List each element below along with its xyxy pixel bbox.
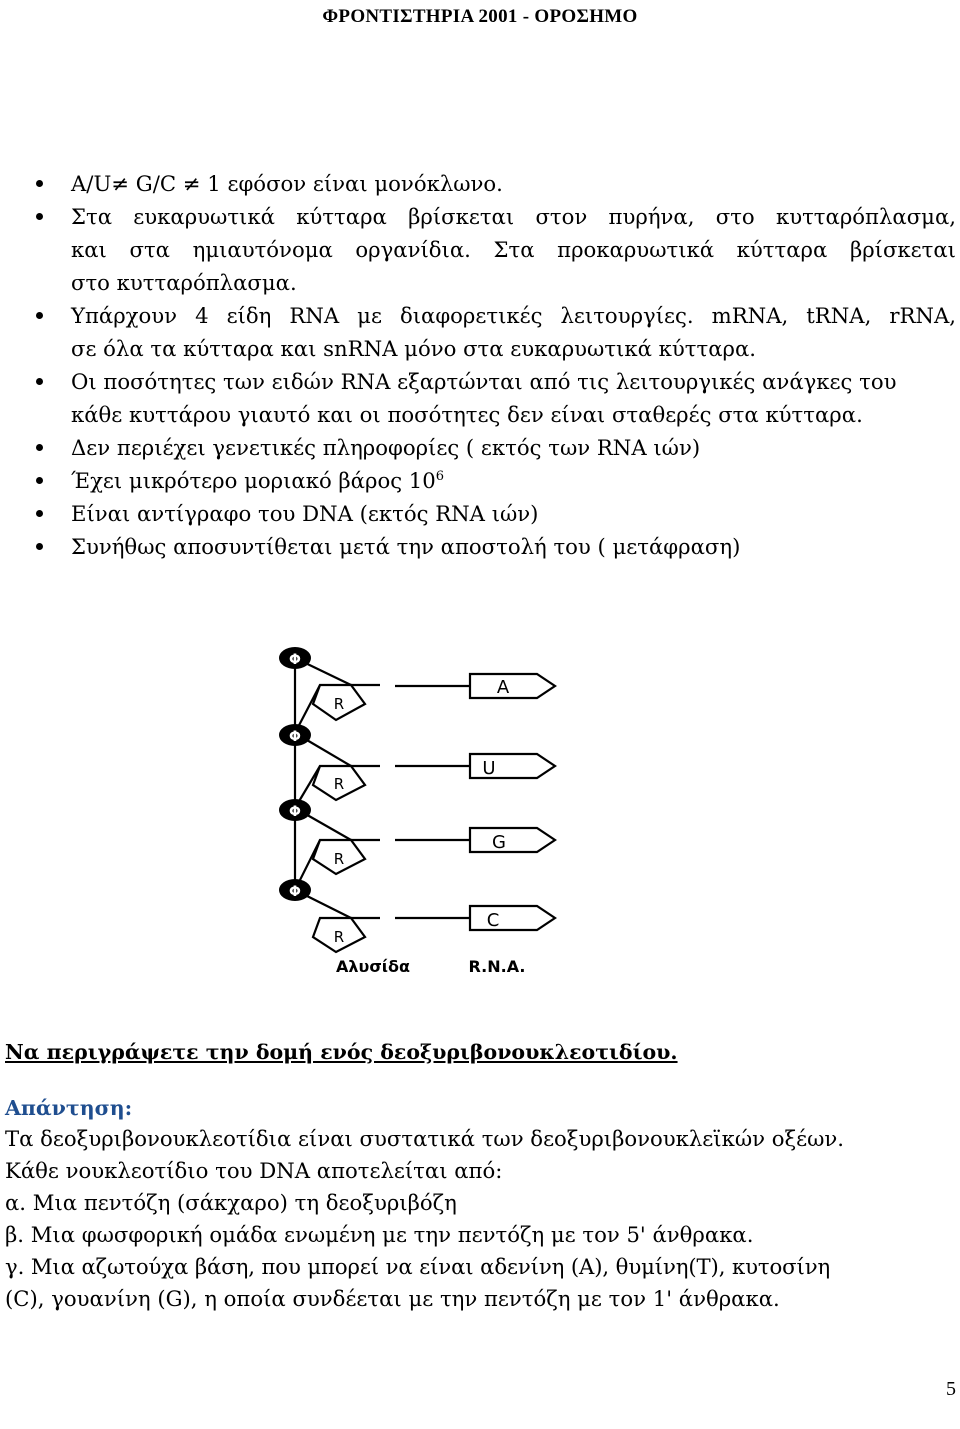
base-cytosine: [395, 906, 555, 931]
list-item-line: Υπάρχουν 4 είδη RNA με διαφορετικές λειτουργίες. mRNA, tRNA, rRNA,: [71, 303, 956, 328]
list-item-line: Στα ευκαρυωτικά κύτταρα βρίσκεται στον πυρήνα, στο κυτταρόπλασμα,: [71, 204, 956, 229]
page-number: 5: [946, 1378, 956, 1400]
list-item-line: σε όλα τα κύτταρα και snRNA μόνο στα ευκαρυωτικά κύτταρα.: [71, 336, 757, 361]
list-item: [0, 464, 960, 497]
answer-label: Απάντηση:: [5, 1096, 133, 1120]
list-item: [0, 530, 960, 563]
phosphate-group-4: [279, 879, 311, 901]
phosphate-group-2: [279, 724, 311, 746]
sugar-label: R: [333, 775, 345, 793]
sugar-label: R: [333, 695, 345, 713]
list-item-line: [71, 464, 956, 497]
rna-strand-diagram: [275, 628, 585, 980]
list-item-line: A/U≠ G/C ≠ 1 εφόσον είναι μονόκλωνο.: [71, 171, 503, 196]
list-item-line: Οι ποσότητες των ειδών RNA εξαρτώνται από τις λειτουργικές ανάγκες του: [71, 369, 897, 394]
base-label: A: [496, 677, 510, 698]
base-label: C: [486, 910, 500, 931]
molecular-weight-text: Έχει μικρότερο μοριακό βάρος 10: [71, 468, 436, 493]
question-answer-section: [5, 1037, 955, 1315]
list-item-line: Συνήθως αποσυντίθεται μετά την αποστολή του ( μετάφραση): [71, 534, 741, 559]
phosphate-label: Φ: [289, 884, 301, 900]
list-item: [0, 431, 960, 464]
list-item: [0, 299, 960, 365]
list-item-line: και στα ημιαυτόνομα οργανίδια. Στα προκαρυωτικά κύτταρα βρίσκεται: [71, 237, 956, 262]
page-header: ΦΡΟΝΤΙΣΤΗΡΙΑ 2001 - ΟΡΟΣΗΜΟ: [322, 6, 638, 27]
list-item: [0, 200, 960, 299]
sugar-label: R: [333, 928, 345, 946]
base-label: U: [482, 758, 496, 779]
base-guanine: [395, 828, 555, 853]
answer-line: β. Μια φωσφορική ομάδα ενωμένη με την πεντόζη με τον 5' άνθρακα.: [5, 1222, 754, 1247]
answer-line: Κάθε νουκλεοτίδιο του DNA αποτελείται από:: [5, 1158, 503, 1183]
list-item-line: Είναι αντίγραφο του DNA (εκτός RNA ιών): [71, 501, 539, 526]
answer-line: Τα δεοξυριβονουκλεοτίδια είναι συστατικά των δεοξυριβονουκλεϊκών οξέων.: [5, 1126, 845, 1151]
phosphate-label: Φ: [289, 652, 301, 668]
bullet-list: [0, 167, 960, 563]
base-adenine: [395, 674, 555, 698]
question-heading: Να περιγράψετε την δομή ενός δεοξυριβονουκλεοτιδίου.: [5, 1040, 678, 1064]
base-label: G: [492, 832, 506, 853]
ribose-sugar-2: [313, 766, 365, 800]
phosphate-label: Φ: [289, 729, 301, 745]
list-item-line: κάθε κυττάρου γιαυτό και οι ποσότητες δεν είναι σταθερές στα κύτταρα.: [71, 402, 863, 427]
answer-line: (C), γουανίνη (G), η οποία συνδέεται με την πεντόζη με τον 1' άνθρακα.: [5, 1286, 780, 1311]
ribose-sugar-3: [313, 840, 365, 874]
phosphate-group-1: [279, 647, 311, 669]
phosphate-group-3: [279, 799, 311, 821]
list-item: [0, 365, 960, 431]
list-item-line: Δεν περιέχει γενετικές πληροφορίες ( εκτός των RNA ιών): [71, 435, 701, 460]
list-item: [0, 167, 960, 200]
diagram-caption-right: R.N.A.: [468, 957, 526, 976]
ribose-sugar-4: [313, 918, 365, 952]
ribose-sugar-1: [313, 685, 365, 720]
diagram-caption-left: Αλυσίδα: [336, 957, 410, 976]
answer-line: α. Μια πεντόζη (σάκχαρο) τη δεοξυριβόζη: [5, 1190, 457, 1215]
base-uracil: [395, 754, 555, 779]
answer-body: [5, 1123, 955, 1315]
list-item: [0, 497, 960, 530]
answer-line: γ. Μια αζωτούχα βάση, που μπορεί να είναι αδενίνη (Α), θυμίνη(Τ), κυτοσίνη: [5, 1254, 831, 1279]
exponent: 6: [435, 468, 445, 484]
phosphate-label: Φ: [289, 804, 301, 820]
sugar-label: R: [333, 850, 345, 868]
list-item-line: στο κυτταρόπλασμα.: [71, 270, 297, 295]
